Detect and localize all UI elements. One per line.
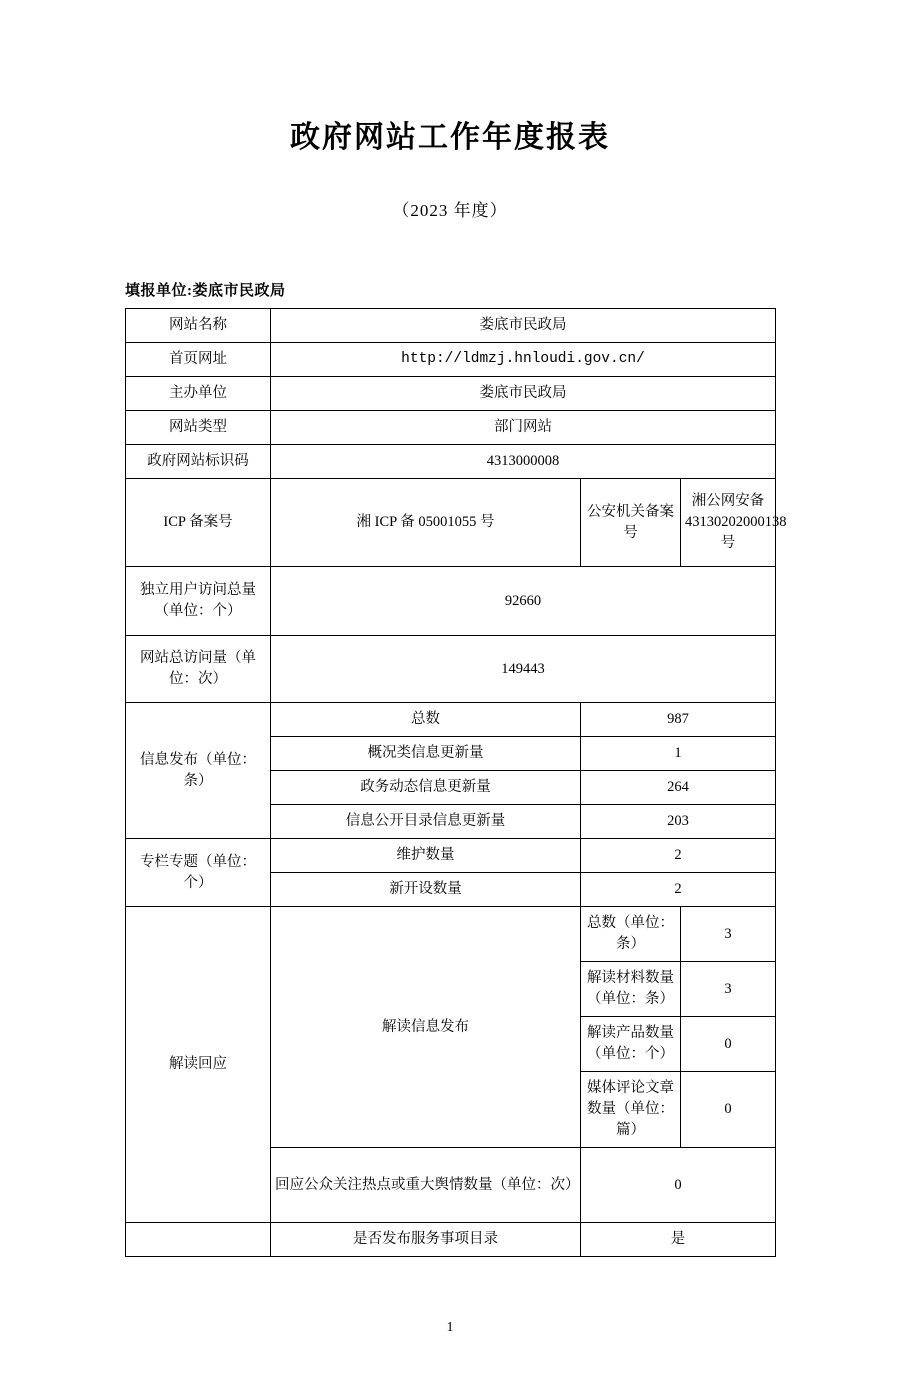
table-row (126, 703, 776, 737)
info-total-label: 总数 (271, 703, 581, 737)
site-name-value: 娄底市民政局 (271, 309, 776, 343)
table-row (126, 411, 776, 445)
column-new-label: 新开设数量 (271, 873, 581, 907)
column-maintain-label: 维护数量 (271, 839, 581, 873)
table-row (126, 1223, 776, 1257)
homepage-value: http://ldmzj.hnloudi.gov.cn/ (271, 343, 776, 377)
info-publish-label: 信息发布（单位：条） (126, 703, 271, 839)
media-comment-label: 媒体评论文章数量（单位：篇） (581, 1072, 681, 1148)
info-dynamic-label: 政务动态信息更新量 (271, 771, 581, 805)
site-name-label: 网站名称 (126, 309, 271, 343)
service-catalog-label: 是否发布服务事项目录 (271, 1223, 581, 1257)
table-row (126, 567, 776, 636)
table-row (126, 479, 776, 567)
annual-report-table (125, 308, 787, 1257)
interpret-product-value: 0 (681, 1017, 776, 1072)
table-row (126, 343, 776, 377)
site-code-label: 政府网站标识码 (126, 445, 271, 479)
interpret-response-label: 解读回应 (126, 907, 271, 1223)
page-title: 政府网站工作年度报表 (290, 120, 610, 155)
service-catalog-value: 是 (581, 1223, 776, 1257)
column-new-value: 2 (581, 873, 776, 907)
interpret-publish-label: 解读信息发布 (271, 907, 581, 1148)
homepage-label: 首页网址 (126, 343, 271, 377)
table-row (126, 907, 776, 962)
interpret-material-label: 解读材料数量（单位：条） (581, 962, 681, 1017)
column-topic-label: 专栏专题（单位：个） (126, 839, 271, 907)
sponsor-value: 娄底市民政局 (271, 377, 776, 411)
sponsor-label: 主办单位 (126, 377, 271, 411)
site-type-value: 部门网站 (271, 411, 776, 445)
info-dynamic-value: 264 (581, 771, 776, 805)
table-row (126, 377, 776, 411)
police-record-label: 公安机关备案号 (581, 479, 681, 567)
interpret-total-label: 总数（单位：条） (581, 907, 681, 962)
info-catalog-label: 信息公开目录信息更新量 (271, 805, 581, 839)
response-hot-value: 0 (581, 1148, 776, 1223)
fill-unit-label: 填报单位:娄底市民政局 (125, 283, 286, 299)
table-row (126, 636, 776, 703)
interpret-product-label: 解读产品数量（单位：个） (581, 1017, 681, 1072)
police-record-value: 湘公网安备 43130202000138 号 (681, 479, 776, 567)
icp-value: 湘 ICP 备 05001055 号 (271, 479, 581, 567)
page-subtitle: （2023 年度） (392, 201, 508, 220)
info-overview-value: 1 (581, 737, 776, 771)
info-total-value: 987 (581, 703, 776, 737)
total-visits-value: 149443 (271, 636, 776, 703)
page-number: 1 (446, 1320, 454, 1335)
unique-visitors-value: 92660 (271, 567, 776, 636)
empty-cell (126, 1223, 271, 1257)
interpret-total-value: 3 (681, 907, 776, 962)
info-catalog-value: 203 (581, 805, 776, 839)
table-row (126, 839, 776, 873)
info-overview-label: 概况类信息更新量 (271, 737, 581, 771)
unique-visitors-label: 独立用户访问总量（单位：个） (126, 567, 271, 636)
site-type-label: 网站类型 (126, 411, 271, 445)
column-maintain-value: 2 (581, 839, 776, 873)
icp-label: ICP 备案号 (126, 479, 271, 567)
total-visits-label: 网站总访问量（单位：次） (126, 636, 271, 703)
table-row (126, 445, 776, 479)
interpret-material-value: 3 (681, 962, 776, 1017)
document-page (0, 112, 900, 1384)
media-comment-value: 0 (681, 1072, 776, 1148)
response-hot-label: 回应公众关注热点或重大舆情数量（单位：次） (271, 1148, 581, 1223)
site-code-value: 4313000008 (271, 445, 776, 479)
table-row (126, 309, 776, 343)
